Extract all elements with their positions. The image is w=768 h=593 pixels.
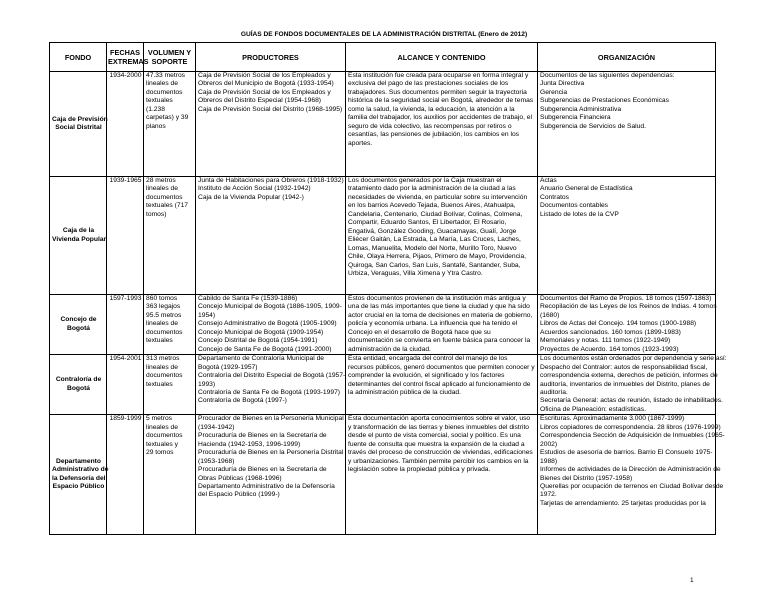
alcance-line: través del proceso de construcción de viviendas, edificaciones xyxy=(348,449,533,457)
cell-volumen xyxy=(144,295,196,355)
productores-line: (1953-1968) xyxy=(198,457,235,465)
productores-line: Procuraduría de Bienes en la Secretaría de xyxy=(198,466,327,474)
cell-organizacion xyxy=(538,415,725,535)
fondos-table xyxy=(49,42,727,535)
volumen-line: documentos xyxy=(146,88,183,96)
volumen-line: lineales de xyxy=(146,320,178,328)
volumen-line: 363 legajos xyxy=(146,303,181,311)
alcance-line: una de las más importantes que tiene la ciudad y que ha sido xyxy=(348,303,530,311)
alcance-line: exclusiva del pago de las prestaciones sociales de los xyxy=(348,80,509,88)
organizacion-line: Tarjetas de arrendamiento. 25 tarjetas producidas por la xyxy=(540,499,706,507)
organizacion-line: Actas xyxy=(540,177,557,184)
volumen-line: carpetas) y 39 xyxy=(146,114,189,122)
volumen-line: documentos xyxy=(146,372,183,380)
cell-volumen xyxy=(144,177,196,295)
organizacion-line: Estudios de asesoría de barrios. Barrio El Consuelo 1975- xyxy=(540,449,713,457)
alcance-line: aportes. xyxy=(348,139,373,147)
alcance-line: fuente de consulta que muestra la expansión de la ciudad a xyxy=(348,440,525,448)
alcance-line: Compartir, Eduardo Santos, El Libertador, El Rosario, xyxy=(348,219,507,227)
productores-line: Departamento de Contraloría Municipal de xyxy=(198,355,325,363)
cell-productores xyxy=(196,177,346,295)
alcance-line: Urbiza, Veraguas, Villa Ximena y Ytra Castro. xyxy=(348,269,483,277)
cell-fechas: 1939-1965 xyxy=(107,177,144,295)
cell-productores xyxy=(196,355,346,415)
header-organizacion: ORGANIZACIÓN xyxy=(538,43,716,72)
productores-line: Caja de Previsión Social del Distrito (1968-1995) xyxy=(198,105,343,113)
alcance-line: Chile, Olaya Herrera, Pijaos, Primero de Mayo, Providencia, xyxy=(348,253,527,261)
productores-line: Caja de la Vivienda Popular (1942-) xyxy=(198,193,304,201)
page-number: 1 xyxy=(690,577,694,584)
volumen-line: 29 tomos xyxy=(146,449,174,457)
alcance-line: tratamiento dado por la administración de la ciudad a las xyxy=(348,185,516,193)
table-body xyxy=(50,72,727,535)
organizacion-line: Subgerencias de Prestaciones Económicas xyxy=(540,97,669,105)
table-row xyxy=(50,415,716,535)
productores-line: (1934-1942) xyxy=(198,423,235,431)
fondo-line: Bogotá xyxy=(66,324,91,332)
organizacion-line: Recopilación de las Leyes de los Reinos de Indias. 4 tomos xyxy=(540,303,717,311)
organizacion-line: Gerencia xyxy=(540,88,568,96)
productores-line: Junta de Habitaciones para Obreros (1918-1932) xyxy=(198,177,344,184)
organizacion-line: Bienes del Distrito (1957-1958) xyxy=(540,474,633,482)
organizacion-line: Memoriales y notas. 111 tomos (1922-1949) xyxy=(540,337,671,345)
volumen-line: textuales y xyxy=(146,440,178,448)
fondo-line: Contraloría de xyxy=(55,376,102,384)
alcance-line: Quiroga, San Carlos, San Luis, Santafé, Santander, Suba, xyxy=(348,261,521,269)
productores-line: Concejo Municipal de Bogotá (1909-1954) xyxy=(198,328,324,336)
fondo-line: Vivienda Popular xyxy=(52,235,107,243)
alcance-line: cesantías, las pensiones de jubilación, los cambios en los xyxy=(348,131,520,139)
organizacion-line: Libros de Actas del Concejo. 194 tomos (1900-1988) xyxy=(540,320,697,328)
organizacion-line: Despacho del Contralor: autos de responsabilidad fiscal, xyxy=(540,363,708,371)
organizacion-line: Oficina de Planeación: estadísticas. xyxy=(540,405,646,413)
volumen-line: 313 metros xyxy=(146,355,180,363)
cell-fondo xyxy=(50,177,107,295)
alcance-line: Esta entidad, encargada del control del manejo de los xyxy=(348,355,508,363)
alcance-line: legislación sobre la propiedad pública y privada. xyxy=(348,466,491,474)
header-volumen-line-1: VOLUMEN Y xyxy=(147,48,192,57)
productores-line: Instituto de Acción Social (1932-1942) xyxy=(198,185,311,193)
organizacion-line: Subgerencia Administrativa xyxy=(540,105,622,113)
productores-line: Obreros del Distrito Especial (1954-1968) xyxy=(198,97,322,105)
volumen-line: textuales xyxy=(146,380,173,388)
alcance-line: trabajadores. Sus documentos permiten seguir la trayectoria xyxy=(348,88,527,96)
productores-line: Bogotá (1929-1957) xyxy=(198,363,258,371)
alcance-line: y transformación de las tierras y bienes inmuebles del distrito xyxy=(348,423,530,431)
alcance-line: actor crucial en la toma de decisiones en materia de gobierno, xyxy=(348,311,533,319)
volumen-line: 860 tomos xyxy=(146,295,178,302)
organizacion-line: Subgerencia Financiera xyxy=(540,114,611,122)
cell-productores xyxy=(196,295,346,355)
alcance-line: familia del trabajador, los auxilios por accidentes de trabajo, el xyxy=(348,114,533,122)
productores-line: Contraloría de Bogotá (1997-) xyxy=(198,397,287,405)
volumen-line: 5 metros xyxy=(146,415,173,423)
organizacion-line: 2002) xyxy=(540,440,558,448)
cell-fondo xyxy=(50,415,107,535)
productores-line: Departamento Administrativo de la Defensoría xyxy=(198,482,335,490)
productores-line: Contraloría del Distrito Especial de Bogotá (1957- xyxy=(198,372,346,380)
productores-line: Procuraduría de Bienes en la Secretaría de xyxy=(198,432,327,440)
alcance-line: Eliécer Gaitán, La Estrada, La María, Las Cruces, Laches, xyxy=(348,236,521,244)
cell-fechas: 1954-2001 xyxy=(107,355,144,415)
organizacion-line: Los documentos están ordenados por dependencia y serie así: xyxy=(540,355,727,363)
header-fondo: FONDO xyxy=(50,43,107,72)
volumen-line: tomos) xyxy=(146,210,167,218)
organizacion-line: auditoría, inventarios de inmuebles del Distrito, planes de xyxy=(540,380,710,388)
productores-line: Caja de Previsión Social de los Empleados y xyxy=(198,88,331,96)
productores-line: Concejo Distrital de Bogotá (1954-1991) xyxy=(198,337,318,345)
cell-alcance xyxy=(346,415,538,535)
alcance-line: determinantes del control fiscal aplicado al funcionamiento de xyxy=(348,380,531,388)
fondo-line: Concejo de xyxy=(60,316,97,324)
cell-alcance xyxy=(346,72,538,177)
volumen-line: planos xyxy=(146,122,166,130)
alcance-line: histórica de la seguridad social en Bogotá, alrededor de temas xyxy=(348,97,534,105)
header-fechas xyxy=(107,43,149,72)
alcance-line: como la salud, la vivienda, la educación, la atención a la xyxy=(348,105,515,113)
header-productores: PRODUCTORES xyxy=(196,43,346,72)
alcance-line: administración de la ciudad. xyxy=(348,345,431,353)
alcance-line: necesidades de vivienda, en particular sobre su intervención xyxy=(348,193,528,201)
productores-line: Consejo Administrativo de Bogotá (1905-1909) xyxy=(198,320,337,328)
cell-organizacion xyxy=(538,295,716,355)
fondo-line: Administrativo de xyxy=(52,466,109,474)
volumen-line: lineales de xyxy=(146,363,178,371)
volumen-line: lineales de xyxy=(146,423,178,431)
productores-line: Obras Públicas (1968-1996) xyxy=(198,474,282,482)
volumen-line: textuales xyxy=(146,337,173,345)
organizacion-line: Documentos contables xyxy=(540,202,609,210)
cell-alcance xyxy=(346,177,538,295)
alcance-line: Los documentos generados por la Caja muestran el xyxy=(348,177,502,184)
header-fechas-line-1: FECHAS xyxy=(110,48,140,57)
alcance-line: comprender la evolución, el significado y los factores xyxy=(348,372,505,380)
fondo-line: Bogotá xyxy=(66,384,91,392)
productores-line: Procuraduría de Bienes en la Personería Distrital xyxy=(198,449,344,457)
organizacion-line: Correspondencia Sección de Adquisición de Inmuebles (1965- xyxy=(540,432,725,440)
fondo-line: Caja de la xyxy=(62,227,95,235)
productores-line: Contraloría de Santa Fe de Bogotá (1993-1997) xyxy=(198,388,341,396)
productores-line: Concejo Municipal de Bogotá (1886-1905, 1909- xyxy=(198,303,342,311)
organizacion-line: Documentos del Ramo de Propios. 18 tomos (1597-1863) xyxy=(540,295,712,302)
organizacion-line: Proyectos de Acuerdo. 164 tomos (1923-1993) xyxy=(540,345,679,353)
alcance-line: y urbanizaciones. También permite percibir los cambios en la xyxy=(348,457,529,465)
table-row xyxy=(50,177,716,295)
organizacion-line: Querellas por ocupación de terrenos en Ciudad Bolívar desde xyxy=(540,482,724,490)
productores-line: del Espacio Público (1999-) xyxy=(198,491,280,499)
alcance-line: desde el punto de vista comercial, social y político. Es una xyxy=(348,432,521,440)
cell-volumen xyxy=(144,415,196,535)
organizacion-line: Junta Directiva xyxy=(540,80,585,88)
alcance-line: Lomas, Manuelita, Modelo del Norte, Murillo Toro, Nuevo xyxy=(348,244,517,252)
volumen-line: textuales (717 xyxy=(146,202,189,210)
cell-alcance xyxy=(346,355,538,415)
fondo-line: Departamento xyxy=(56,457,101,465)
alcance-line: la administración pública de la ciudad. xyxy=(348,388,462,396)
volumen-line: textuales xyxy=(146,97,173,105)
header-fechas-line-2: EXTREMAS xyxy=(108,57,149,66)
alcance-line: en los barrios Acevedo Tejada, Buenos Aires, Atahualpa, xyxy=(348,202,516,210)
cell-organizacion xyxy=(538,355,727,415)
volumen-line: documentos xyxy=(146,432,183,440)
organizacion-line: auditoría. xyxy=(540,388,568,396)
organizacion-line: Escrituras. Aproximadamente 3.000 (1867-1999) xyxy=(540,415,685,423)
organizacion-line: Anuario General de Estadística xyxy=(540,185,633,193)
fondo-line: Caja de Previsión xyxy=(52,115,108,123)
organizacion-line: Listado de lotes de la CVP xyxy=(540,210,619,218)
volumen-line: documentos xyxy=(146,328,183,336)
alcance-line: Engativá, González Gooding, Guacamayas, Gualí, Jorge xyxy=(348,227,517,235)
organizacion-line: Libros copiadores de correspondencia. 28 libros (1976-1999) xyxy=(540,423,721,431)
productores-line: Hacienda (1942-1953, 1996-1999) xyxy=(198,440,301,448)
cell-fechas: 1934-2000 xyxy=(107,72,144,177)
organizacion-line: Subgerencia de Servicios de Salud. xyxy=(540,122,646,130)
cell-organizacion xyxy=(538,177,716,295)
volumen-line: lineales de xyxy=(146,185,178,193)
header-alcance: ALCANCE Y CONTENIDO xyxy=(346,43,538,72)
volumen-line: 95.5 metros xyxy=(146,311,182,319)
alcance-line: Esta institución fue creada para ocuparse en forma integral y xyxy=(348,72,529,79)
alcance-line: Estos documentos provienen de la institución más antigua y xyxy=(348,295,526,302)
alcance-line: seguro de vida colectivo, las recompensas por retiros o xyxy=(348,122,512,130)
productores-line: Concejo de Santa Fe de Bogotá (1991-2000) xyxy=(198,345,332,353)
productores-line: 1954) xyxy=(198,311,216,319)
table-header-row xyxy=(50,43,716,72)
volumen-line: (1.238 xyxy=(146,105,165,113)
productores-line: Caja de Previsión Social de los Empleados y xyxy=(198,72,331,79)
volumen-line: 28 metros xyxy=(146,177,176,184)
cell-volumen xyxy=(144,355,196,415)
table-row xyxy=(50,355,716,415)
alcance-line: policía y economía urbana. La influencia que ha tenido el xyxy=(348,320,518,328)
cell-fechas: 1859-1999 xyxy=(107,415,144,535)
cell-productores xyxy=(196,72,346,177)
alcance-line: Esta documentación aporta conocimientos sobre el valor, uso xyxy=(348,415,531,423)
alcance-line: Concejo en el desarrollo de Bogotá hace que su xyxy=(348,328,491,336)
fondo-line: Social Distrital xyxy=(55,124,102,131)
organizacion-line: Acuerdos sancionados. 160 tomos (1899-1983) xyxy=(540,328,681,336)
header-volumen xyxy=(144,43,196,72)
fondo-line: la Defensoría del xyxy=(52,474,106,482)
cell-fondo xyxy=(50,295,107,355)
header-volumen-line-2: SOPORTE xyxy=(151,57,188,66)
cell-productores xyxy=(196,415,346,535)
alcance-line: recursos públicos, generó documentos que permiten conocer y xyxy=(348,363,535,371)
cell-fondo xyxy=(50,72,107,177)
volumen-line: 47.33 metros xyxy=(146,72,186,79)
fondo-line: Espacio Público xyxy=(52,483,105,491)
organizacion-line: 1988) xyxy=(540,457,558,465)
cell-fondo xyxy=(50,355,107,415)
organizacion-line: (1680) xyxy=(540,311,560,319)
productores-line: Obreros del Municipio de Bogotá (1933-1954) xyxy=(198,80,334,88)
alcance-line: Candelaria, Centenario, Ciudad Bolívar, Colinas, Colmena, xyxy=(348,210,523,218)
cell-volumen xyxy=(144,72,196,177)
cell-alcance xyxy=(346,295,538,355)
document-title: GUÍAS DE FONDOS DOCUMENTALES DE LA ADMINISTRACIÓN DISTRITAL (Enero de 2012) xyxy=(240,31,528,38)
productores-line: 1993) xyxy=(198,380,216,388)
alcance-line: documentación se convierta en fuente básica para conocer la xyxy=(348,337,531,345)
organizacion-line: Secretaría General: actas de reunión, listado de inhabilitados. xyxy=(540,397,723,405)
productores-line: Cabildo de Santa Fe (1539-1886) xyxy=(198,295,298,302)
organizacion-line: correspondencia externa, derechos de petición, informes de xyxy=(540,372,718,380)
cell-fechas: 1597-1993 xyxy=(107,295,144,355)
table-row xyxy=(50,72,716,177)
volumen-line: documentos xyxy=(146,193,183,201)
organizacion-line: Informes de actividades de la Dirección de Administración de xyxy=(540,466,721,474)
organizacion-line: Documentos de las siguientes dependencias: xyxy=(540,72,675,79)
productores-line: Procurador de Bienes en la Personería Municipal xyxy=(198,415,344,423)
table-row xyxy=(50,295,716,355)
volumen-line: lineales de xyxy=(146,80,178,88)
cell-organizacion xyxy=(538,72,716,177)
organizacion-line: Contratos xyxy=(540,193,569,201)
organizacion-line: 1972. xyxy=(540,491,557,499)
